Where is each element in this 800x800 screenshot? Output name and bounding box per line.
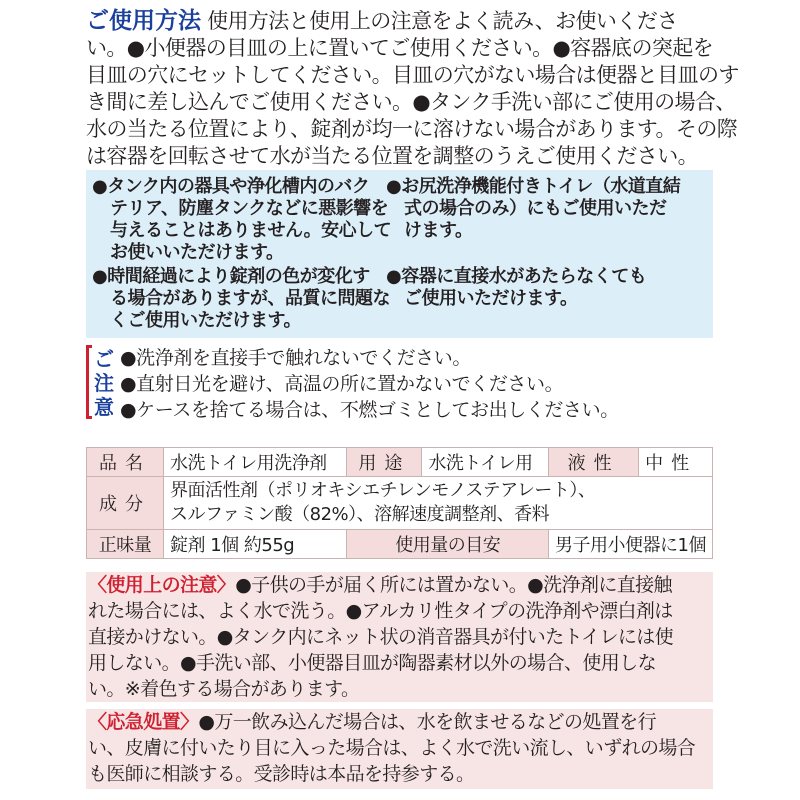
spec-label-liquid: 液性 <box>549 448 639 477</box>
table-row <box>87 477 713 530</box>
caution-section <box>86 345 726 425</box>
caution-item: ●洗浄剤を直接手で触れないでください。 <box>120 347 471 369</box>
usage-section <box>86 8 739 170</box>
spec-value-net: 錠剤 1個 約55g <box>164 530 347 559</box>
usage-line: き間に差し込んでご使用ください。●タンク手洗い部にご使用の場合、 <box>86 90 736 114</box>
info-note-septic: ●タンク内の器具や浄化槽内のバク テリア、防塵タンクなどに悪影響を 与えることはありません。安心して お使いいただけます。 <box>92 176 392 263</box>
spec-label-name: 品名 <box>87 448 164 477</box>
info-note-color: ●時間経過により錠剤の色が変化す る場合がありますが、品質に問題な くご使用いただけます。 <box>92 266 390 331</box>
first-aid: 〈応急処置〉●万一飲み込んだ場合は、水を飲ませるなどの処置を行 い、皮膚に付いたり目に入った場合は、よく水で洗い流し、いずれの場合 も医師に相談する。受診時は本品を持参する。 <box>86 709 713 789</box>
spec-table <box>86 447 713 559</box>
usage-title: ご使用方法 <box>86 8 201 34</box>
usage-line: 使用方法と使用上の注意をよく読み、お使いくださ <box>207 9 678 33</box>
spec-value-name: 水洗トイレ用洗浄剤 <box>164 448 347 477</box>
spec-label-net: 正味量 <box>87 530 164 559</box>
usage-line: は容器を回転させて水が当たる位置を調整のうえご使用ください。 <box>86 144 698 168</box>
table-row <box>87 448 713 477</box>
info-box <box>86 170 713 338</box>
usage-line: 水の当たる位置により、錠剤が均一に溶けない場合があります。その際 <box>86 117 738 141</box>
spec-label-amount: 使用量の目安 <box>347 530 549 559</box>
usage-line: 目皿の穴にセットしてください。目皿の穴がない場合は便器と目皿のす <box>86 63 739 87</box>
info-note-bidet: ●お尻洗浄機能付きトイレ（水道直結 式の場合のみ）にもご使用いただ けます。 <box>386 176 681 241</box>
spec-value-amount: 男子用小便器に1個 <box>549 530 713 559</box>
usage-notice: 〈使用上の注意〉●子供の手が届く所には置かない。●洗浄剤に直接触 れた場合には、よく水で洗う。●アルカリ性タイプの洗浄剤や漂白剤は 直接かけない。●タンク内にネット状の消音器具が付いたトイレには使 用しない。●手洗い部、小便器目皿が陶器素材以外の場合、使用しな い。※着色する場合があります。 <box>86 572 713 702</box>
info-note-water: ●容器に直接水があたらなくても ご使用いただけます。 <box>386 266 647 309</box>
caution-item: ●ケースを捨てる場合は、不燃ゴミとしてお出しください。 <box>120 399 619 421</box>
table-row <box>87 530 713 559</box>
caution-item: ●直射日光を避け、高温の所に置かないでください。 <box>120 373 564 395</box>
notice-title: 〈使用上の注意〉 <box>88 574 236 596</box>
usage-line: い。●小便器の目皿の上に置いてご使用ください。●容器底の突起を <box>86 36 714 60</box>
spec-label-ingredients: 成分 <box>87 477 164 530</box>
caution-label: ご 注 意 <box>86 345 116 419</box>
spec-value-use: 水洗トイレ用 <box>422 448 549 477</box>
spec-value-liquid: 中性 <box>639 448 713 477</box>
spec-label-use: 用途 <box>347 448 422 477</box>
first-aid-title: 〈応急処置〉 <box>88 711 199 733</box>
spec-value-ingredients: 界面活性剤（ポリオキシエチレンモノステアレート）、 スルファミン酸（82%）、溶解速度調整剤、香料 <box>164 477 713 530</box>
